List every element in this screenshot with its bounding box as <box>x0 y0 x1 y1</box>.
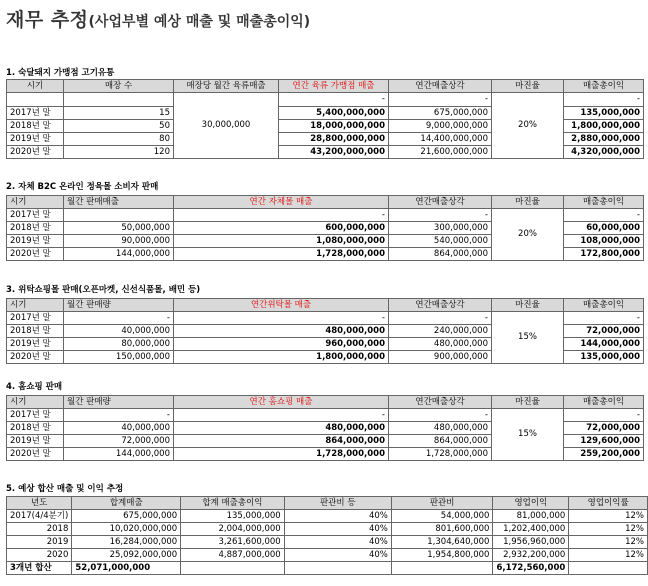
col-header: 시기 <box>7 196 64 209</box>
table-row: 2019년 말 72,000,000 864,000,000 864,000,000 129,600,000 <box>7 435 644 448</box>
table-row: 30,000,000 - - 20% - <box>7 93 644 107</box>
section-5-table <box>6 496 648 575</box>
section-1-heading: 1. 숙달돼지 가맹점 고기유통 <box>6 68 115 78</box>
table-row: 2020년 말 144,000,000 1,728,000,000 864,000,000 172,800,000 <box>7 248 644 261</box>
margin-cell: 20% <box>492 93 564 159</box>
table-header-row <box>7 497 648 510</box>
section-3-heading: 3. 위탁쇼핑몰 판매(오픈마켓, 신선식품몰, 배민 등) <box>6 285 201 295</box>
col-header: 시기 <box>7 299 64 312</box>
table-row: 2020년 말 120 43,200,000,000 21,600,000,000 4,320,000,000 <box>7 146 644 159</box>
col-header: 월간 판매량 <box>64 299 174 312</box>
col-header: 연간매출상각 <box>389 80 492 93</box>
table-row: 2018 10,020,000,000 2,004,000,000 40% 801,600,000 1,202,400,000 12% <box>7 523 648 536</box>
section-2-table <box>6 195 644 261</box>
total-row: 3개년 합산 52,071,000,000 6,172,560,000 <box>7 562 648 575</box>
col-header: 합계 매출총이익 <box>181 497 285 510</box>
col-header: 연간 자체몰 매출 <box>174 196 389 209</box>
col-header: 매장 수 <box>64 80 174 93</box>
section-1-table <box>6 79 644 159</box>
table-row: 2019년 말 90,000,000 1,080,000,000 540,000,000 108,000,000 <box>7 235 644 248</box>
col-header: 영업이익률 <box>569 497 648 510</box>
col-header: 매출총이익 <box>564 396 644 409</box>
table-row: 2017년 말 - - - 15% - <box>7 312 644 325</box>
col-header: 시기 <box>7 80 64 93</box>
section-3-table <box>6 298 644 364</box>
table-row: 2017년 말 - - 20% - <box>7 209 644 222</box>
col-header: 연간위탁몰 매출 <box>174 299 389 312</box>
col-header: 영업이익 <box>493 497 569 510</box>
col-header: 마진율 <box>492 299 564 312</box>
table-row: 2017(4/4분기) 675,000,000 135,000,000 40% 54,000,000 81,000,000 12% <box>7 510 648 523</box>
col-header: 매장당 월간 육류매출 <box>174 80 279 93</box>
table-header-row <box>7 299 644 312</box>
col-header: 판관비 등 <box>284 497 391 510</box>
table-row: 2020년 말 150,000,000 1,800,000,000 900,000,000 135,000,000 <box>7 351 644 364</box>
page-title: 재무 추정(사업부별 예상 매출 및 매출총이익) <box>6 9 311 31</box>
section-2-heading: 2. 자체 B2C 온라인 정육몰 소비자 판매 <box>6 182 159 192</box>
table-header-row <box>7 80 644 93</box>
margin-cell: 15% <box>492 312 564 364</box>
col-header: 연간매출상각 <box>389 396 492 409</box>
col-header: 매출총이익 <box>564 299 644 312</box>
col-header: 합계매출 <box>72 497 181 510</box>
table-row: 2019년 말 80 28,800,000,000 14,400,000,000 2,880,000,000 <box>7 133 644 146</box>
table-row: 2018년 말 50 18,000,000,000 9,000,000,000 1,800,000,000 <box>7 120 644 133</box>
section-4-heading: 4. 홈쇼핑 판매 <box>6 382 63 392</box>
table-header-row <box>7 196 644 209</box>
section-4-table <box>6 395 644 461</box>
col-header: 월간 판매매출 <box>64 196 174 209</box>
table-row: 2018년 말 40,000,000 480,000,000 240,000,000 72,000,000 <box>7 325 644 338</box>
col-header: 마진율 <box>492 396 564 409</box>
table-row: 2018년 말 40,000,000 480,000,000 480,000,000 72,000,000 <box>7 422 644 435</box>
col-header: 매출총이익 <box>564 80 644 93</box>
monthly-sales-cell: 30,000,000 <box>174 93 279 159</box>
table-row: 2018년 말 50,000,000 600,000,000 300,000,000 60,000,000 <box>7 222 644 235</box>
margin-cell: 20% <box>492 209 564 261</box>
col-header: 연간매출상각 <box>389 196 492 209</box>
col-header: 연간 육류 가맹점 매출 <box>279 80 389 93</box>
col-header: 년도 <box>7 497 72 510</box>
table-row: 2019 16,284,000,000 3,261,600,000 40% 1,304,640,000 1,956,960,000 12% <box>7 536 648 549</box>
table-row: 2017년 말 15 5,400,000,000 675,000,000 135,000,000 <box>7 107 644 120</box>
table-row: 2019년 말 80,000,000 960,000,000 480,000,000 144,000,000 <box>7 338 644 351</box>
col-header: 연간매출상각 <box>389 299 492 312</box>
col-header: 판관비 <box>391 497 493 510</box>
col-header: 시기 <box>7 396 64 409</box>
table-row: 2020 25,092,000,000 4,887,000,000 40% 1,954,800,000 2,932,200,000 12% <box>7 549 648 562</box>
col-header: 마진율 <box>492 80 564 93</box>
table-row: 2020년 말 144,000,000 1,728,000,000 1,728,000,000 259,200,000 <box>7 448 644 461</box>
col-header: 매출총이익 <box>564 196 644 209</box>
margin-cell: 15% <box>492 409 564 461</box>
col-header: 월간 판매량 <box>64 396 174 409</box>
col-header: 연간 홈쇼핑 매출 <box>174 396 389 409</box>
table-header-row <box>7 396 644 409</box>
section-5-heading: 5. 예상 합산 매출 및 이익 추정 <box>6 484 124 494</box>
col-header: 마진율 <box>492 196 564 209</box>
table-row: 2017년 말 - - - 15% - <box>7 409 644 422</box>
